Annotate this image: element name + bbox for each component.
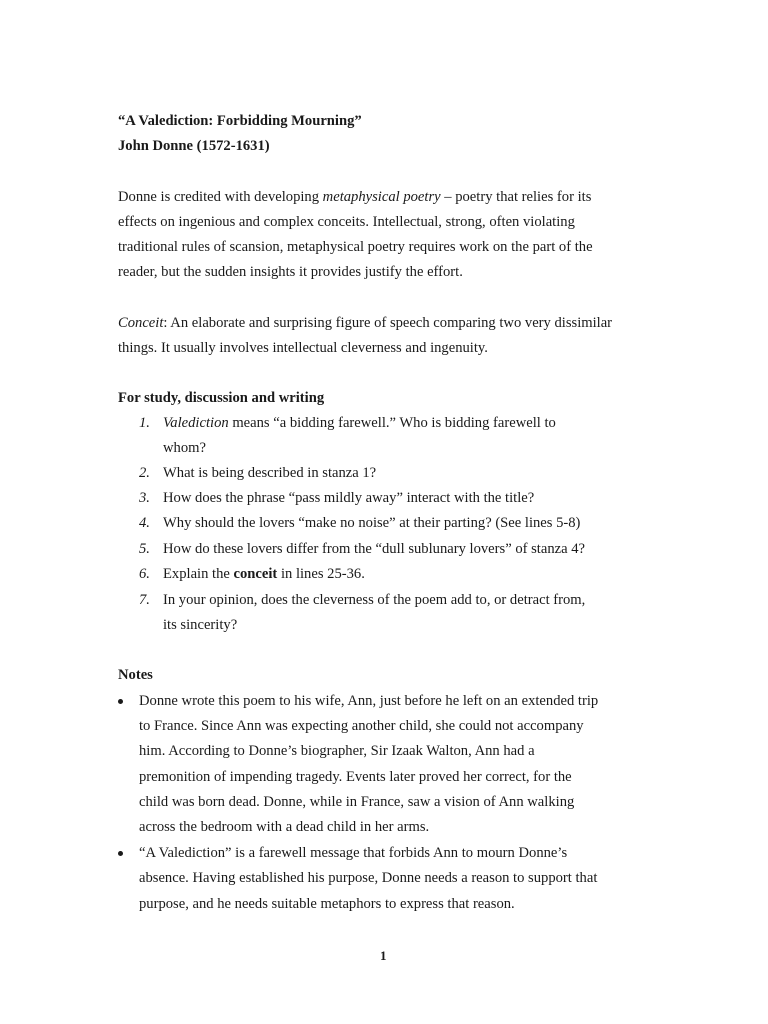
note-2-line-1: “A Valediction” is a farewell message that forbids Ann to mourn Donne’s <box>139 845 568 861</box>
study-heading: For study, discussion and writing <box>118 390 325 406</box>
question-number: 1. <box>139 415 150 431</box>
question-number: 4. <box>139 515 150 531</box>
note-1-line-6: across the bedroom with a dead child in her arms. <box>139 819 430 835</box>
question-number: 7. <box>139 592 150 608</box>
question-text: in lines 25-36. <box>277 566 365 582</box>
note-1-line-2: to France. Since Ann was expecting another child, she could not accompany <box>139 718 584 734</box>
intro-text: – poetry that relies for its <box>440 189 592 205</box>
conceit-line-2: things. It usually involves intellectual cleverness and ingenuity. <box>118 340 488 356</box>
question-5: How do these lovers differ from the “dull sublunary lovers” of stanza 4? <box>163 541 586 557</box>
question-7-continuation: its sincerity? <box>163 617 238 633</box>
question-1-continuation: whom? <box>163 440 206 456</box>
note-1-line-3: him. According to Donne’s biographer, Sir Izaak Walton, Ann had a <box>139 743 535 759</box>
bullet-icon <box>118 851 123 856</box>
intro-text: Donne is credited with developing <box>118 189 323 205</box>
intro-line-1 <box>118 188 591 206</box>
question-2: What is being described in stanza 1? <box>163 465 377 481</box>
question-number: 5. <box>139 541 150 557</box>
intro-line-3: traditional rules of scansion, metaphysical poetry requires work on the part of the <box>118 239 593 255</box>
question-4: Why should the lovers “make no noise” at their parting? (See lines 5-8) <box>163 515 581 531</box>
intro-line-2: effects on ingenious and complex conceits. Intellectual, strong, often violating <box>118 214 575 230</box>
question-6 <box>163 565 365 583</box>
question-number: 3. <box>139 490 150 506</box>
intro-emphasis: metaphysical poetry <box>322 189 441 205</box>
document-title: “A Valediction: Forbidding Mourning” <box>118 113 362 129</box>
question-text: Explain the <box>163 566 234 582</box>
author-line: John Donne (1572-1631) <box>118 138 270 154</box>
question-1 <box>163 414 556 432</box>
question-3: How does the phrase “pass mildly away” interact with the title? <box>163 490 535 506</box>
notes-heading: Notes <box>118 667 153 683</box>
conceit-line-1 <box>118 314 612 332</box>
question-number: 2. <box>139 465 150 481</box>
question-emphasis: Valediction <box>163 415 229 431</box>
question-text: means “a bidding farewell.” Who is bidding farewell to <box>228 415 556 431</box>
note-1-line-1: Donne wrote this poem to his wife, Ann, just before he left on an extended trip <box>139 693 599 709</box>
question-number: 6. <box>139 566 150 582</box>
conceit-definition: : An elaborate and surprising figure of speech comparing two very dissimilar <box>163 315 613 331</box>
note-2-line-2: absence. Having established his purpose, Donne needs a reason to support that <box>139 870 598 886</box>
question-strong: conceit <box>233 566 278 582</box>
page-number: 1 <box>380 948 387 963</box>
question-7: In your opinion, does the cleverness of the poem add to, or detract from, <box>163 592 586 608</box>
note-2-line-3: purpose, and he needs suitable metaphors to express that reason. <box>139 896 515 912</box>
bullet-icon <box>118 699 123 704</box>
conceit-term: Conceit <box>118 315 164 331</box>
note-1-line-4: premonition of impending tragedy. Events later proved her correct, for the <box>139 769 572 785</box>
intro-line-4: reader, but the sudden insights it provides justify the effort. <box>118 264 463 280</box>
note-1-line-5: child was born dead. Donne, while in France, saw a vision of Ann walking <box>139 794 575 810</box>
